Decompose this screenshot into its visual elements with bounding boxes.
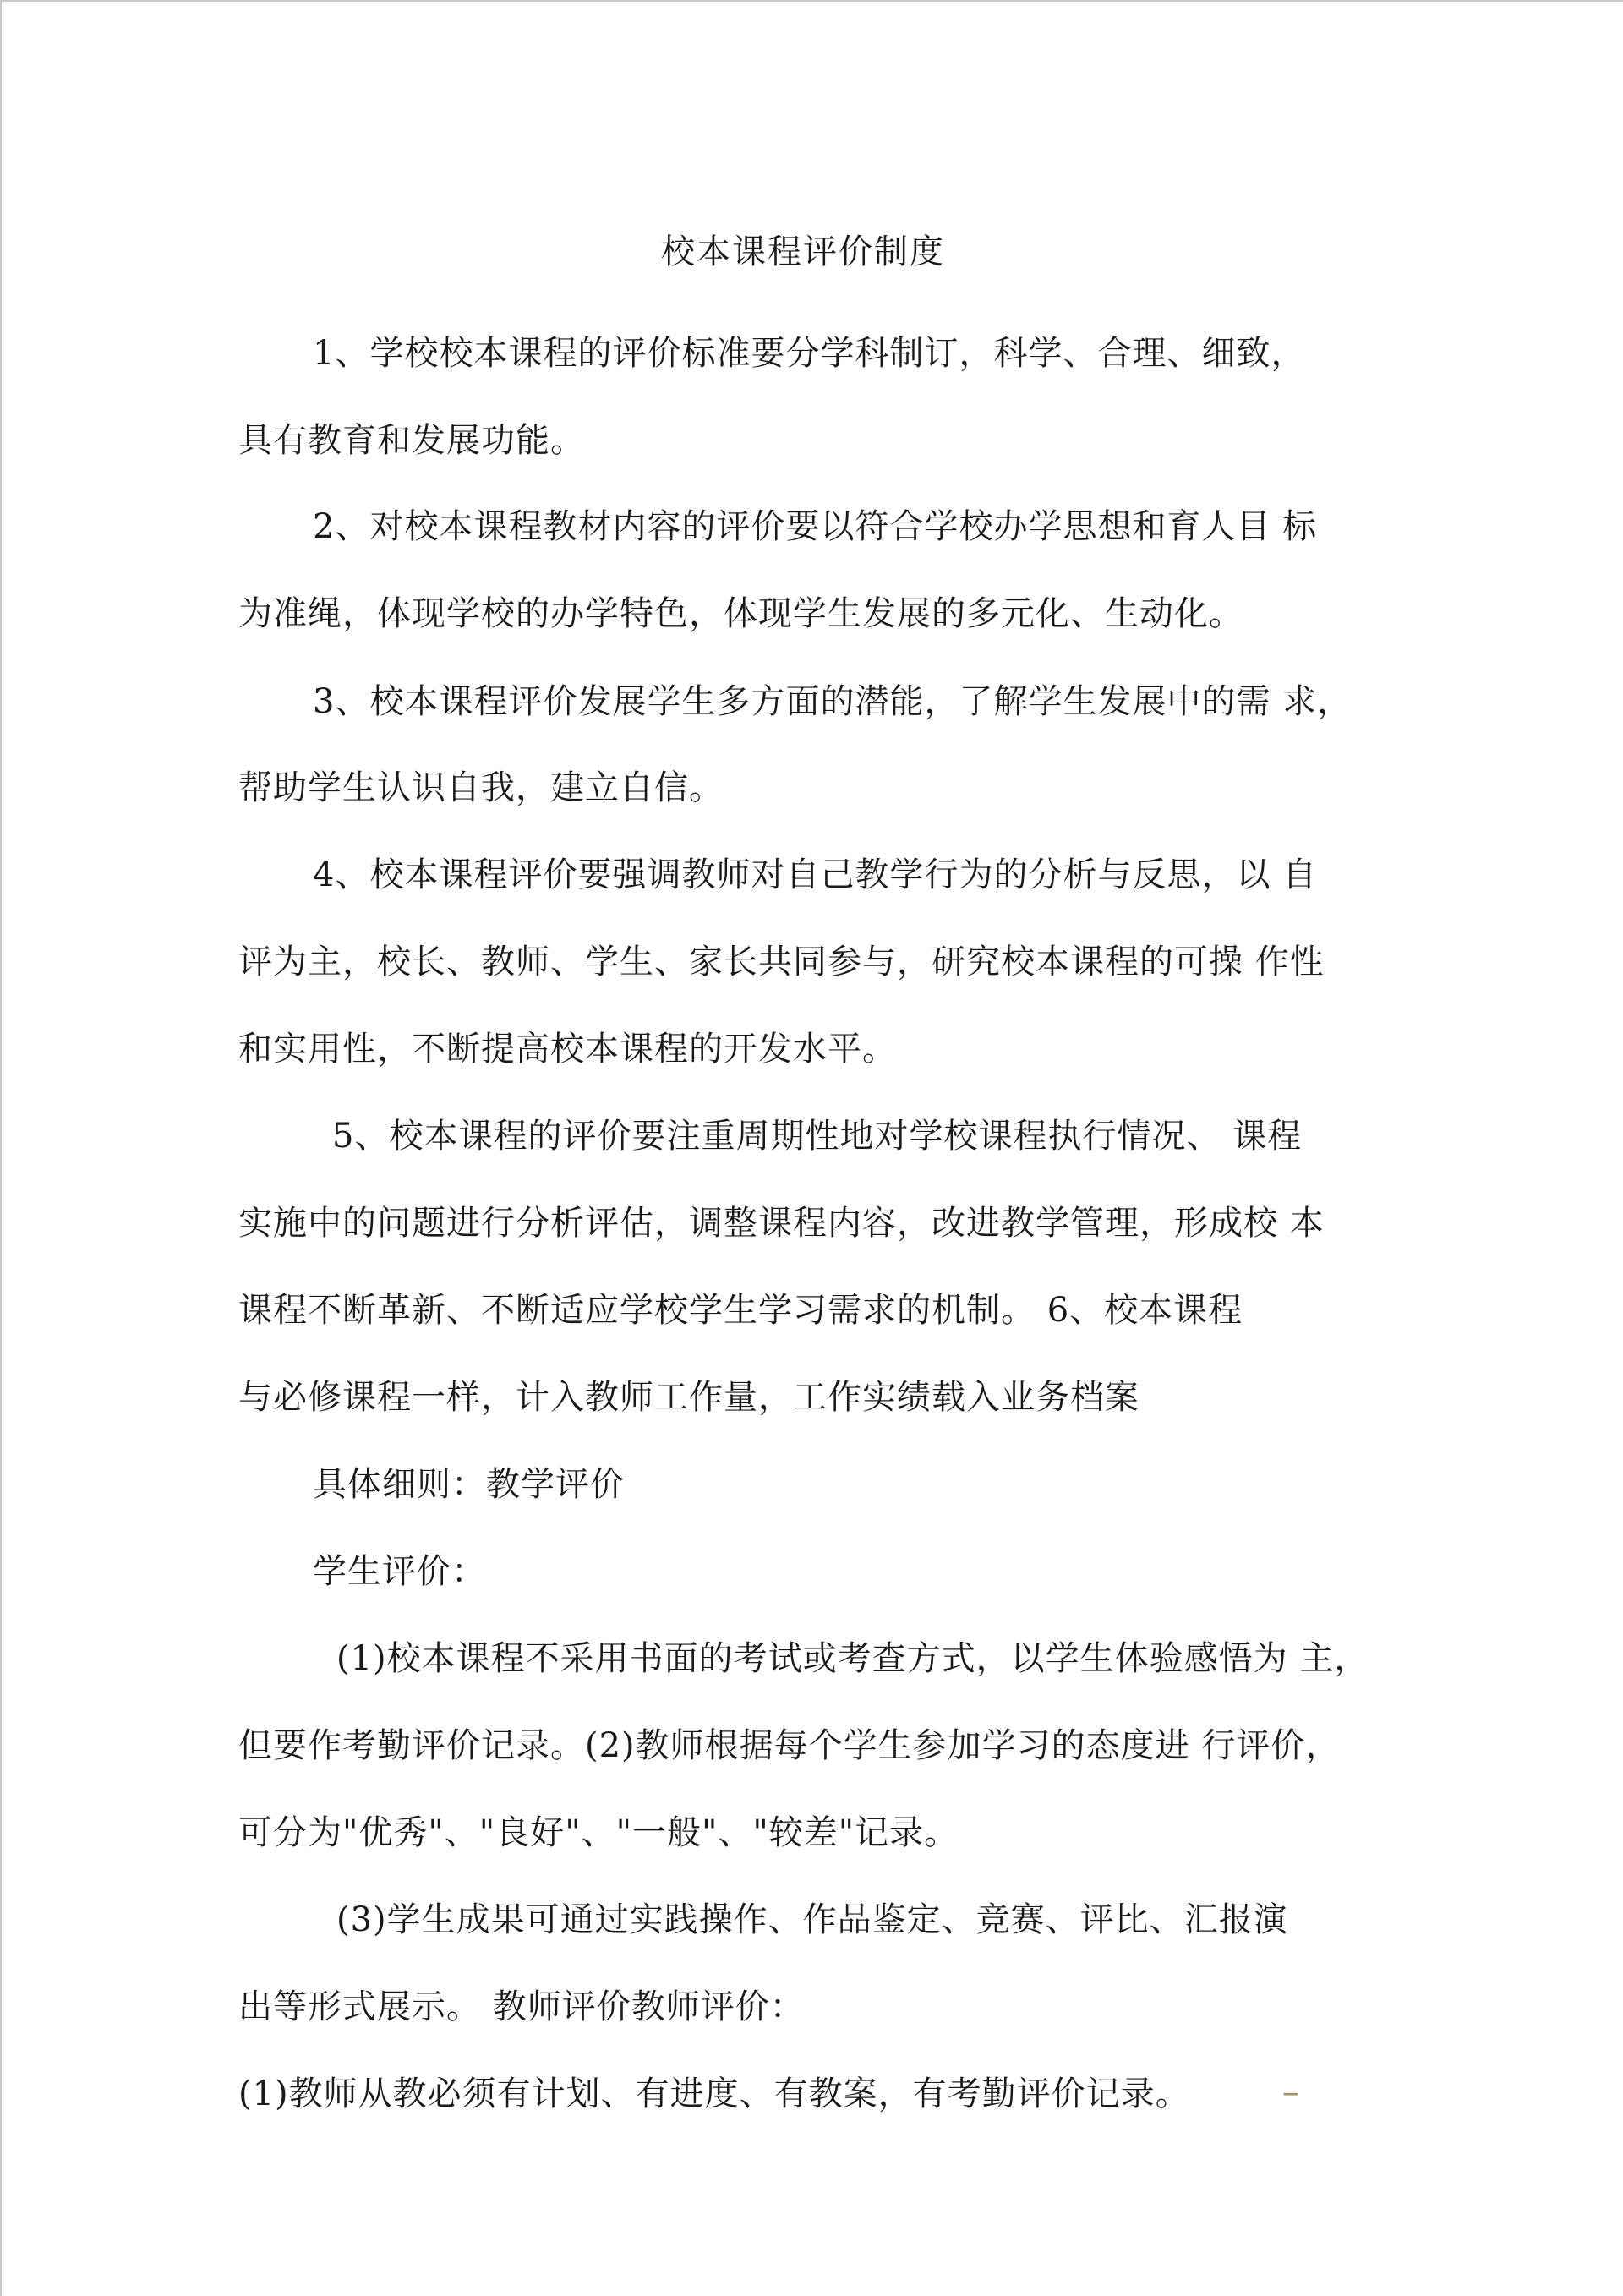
paragraph-line: 具有教育和发展功能。: [238, 421, 585, 460]
paragraph-line: 实施中的问题进行分析评估，调整课程内容，改进教学管理，形成校 本: [238, 1204, 1325, 1243]
paragraph-line: 但要作考勤评价记录。(2)教师根据每个学生参加学习的态度进 行评价，: [238, 1726, 1341, 1765]
subheading-student-evaluation: 学生评价：: [313, 1552, 486, 1591]
stray-mark: –: [1282, 2073, 1299, 2112]
paragraph-line: 评为主，校长、教师、学生、家长共同参与，研究校本课程的可操 作性: [238, 943, 1325, 981]
paragraph-line: 和实用性，不断提高校本课程的开发水平。: [238, 1030, 897, 1069]
paragraph-line: 1、学校校本课程的评价标准要分学科制订，科学、合理、细致，: [313, 334, 1306, 373]
paragraph-line: (3)学生成果可通过实践操作、作品鉴定、竞赛、评比、汇报演: [336, 1900, 1288, 1939]
subheading-teaching-evaluation: 具体细则：教学评价: [313, 1465, 625, 1504]
paragraph-line: 2、对校本课程教材内容的评价要以符合学校办学思想和育人目 标: [313, 507, 1318, 546]
paragraph-line: 5、校本课程的评价要注重周期性地对学校课程执行情况、 课程: [332, 1117, 1303, 1156]
paragraph-line: 3、校本课程评价发展学生多方面的潜能，了解学生发展中的需 求，: [313, 682, 1352, 721]
paragraph-line: 4、校本课程评价要强调教师对自己教学行为的分析与反思，以 自: [313, 856, 1318, 894]
paragraph-line: 为准绳，体现学校的办学特色，体现学生发展的多元化、生动化。: [238, 594, 1243, 633]
paragraph-line: 可分为"优秀"、"良好"、"一般"、"较差"记录。: [238, 1813, 959, 1852]
paragraph-line: (1)教师从教必须有计划、有进度、有教案，有考勤评价记录。: [238, 2075, 1190, 2113]
paragraph-line: 与必修课程一样，计入教师工作量，工作实绩载入业务档案: [238, 1378, 1139, 1417]
paragraph-line: 出等形式展示。 教师评价教师评价：: [238, 1987, 805, 2026]
paragraph-line: 帮助学生认识自我，建立自信。: [238, 768, 724, 807]
paragraph-line: 课程不断革新、不断适应学校学生学习需求的机制。 6、校本课程: [238, 1291, 1243, 1330]
document-title: 校本课程评价制度: [661, 232, 945, 271]
paragraph-line: (1)校本课程不采用书面的考试或考查方式，以学生体验感悟为 主，: [336, 1639, 1369, 1678]
